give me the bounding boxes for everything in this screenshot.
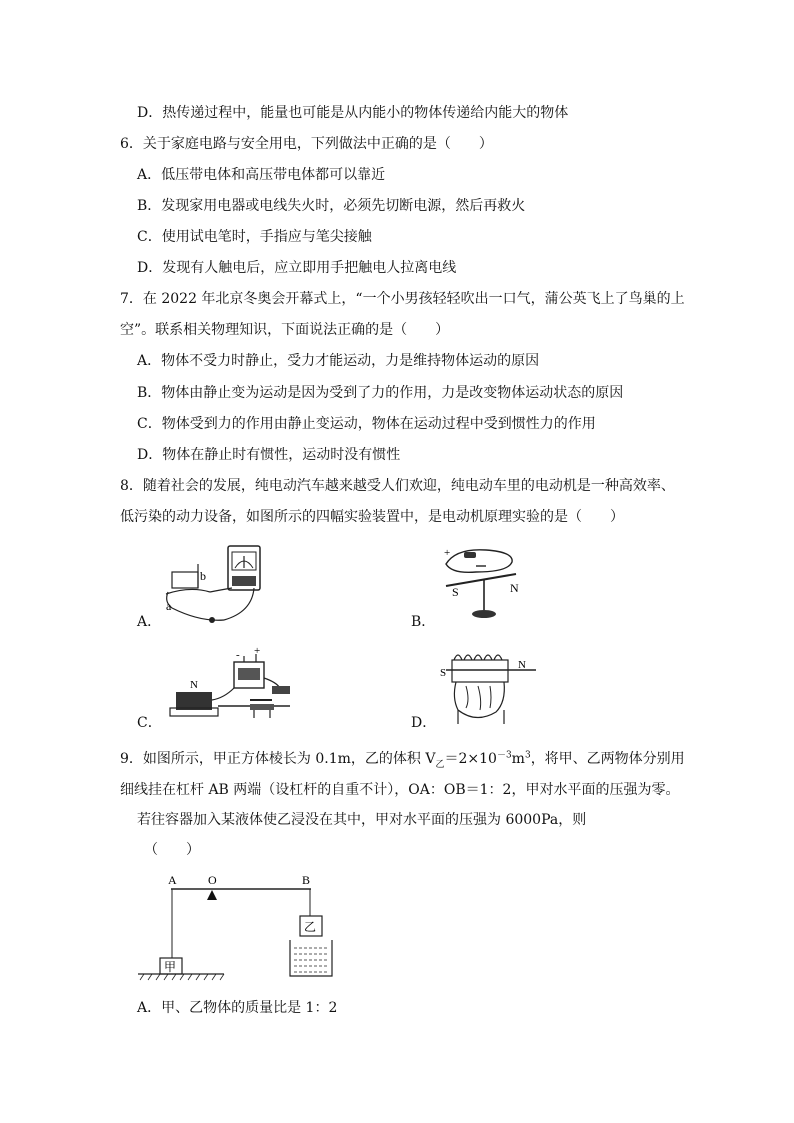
q8-figure-a (160, 542, 270, 627)
q9-stem-line2: 细线挂在杠杆 AB 两端（设杠杆的自重不计），OA：OB＝1：2，甲对水平面的压强为零。 (120, 782, 680, 798)
q8-figure-c (164, 645, 300, 728)
q8-figure-d (436, 650, 542, 730)
q7-option-b: B．物体由静止变为运动是因为受到了力的作用，力是改变物体运动状态的原因 (137, 385, 624, 401)
fig-a-label-a: a (166, 599, 172, 613)
block-jia-label: 甲 (164, 960, 177, 974)
q5-option-d: D．热传递过程中，能量也可能是从内能小的物体传递给内能大的物体 (137, 105, 569, 121)
q8-option-c-label: C． (137, 715, 162, 731)
q7-stem-line2: 空”。联系相关物理知识，下面说法正确的是（ ） (120, 322, 450, 338)
q7-option-a: A．物体不受力时静止，受力才能运动，力是维持物体运动的原因 (137, 353, 540, 369)
q7-stem-line1: 7．在 2022 年北京冬奥会开幕式上，“一个小男孩轻轻吹出一口气，蒲公英飞上了鸟巢的上 (120, 291, 685, 307)
q8-stem-line1: 8．随着社会的发展，纯电动汽车越来越受人们欢迎，纯电动车里的电动机是一种高效率、 (120, 478, 675, 494)
lever-label-a: A (168, 873, 177, 887)
fig-d-label-n: N (518, 659, 526, 671)
q6-option-d: D．发现有人触电后，应立即用手把触电人拉离电线 (137, 260, 457, 276)
fig-b-label-n: N (510, 581, 519, 595)
fig-c-label-minus: - (236, 649, 240, 661)
fig-d-label-s: S (440, 667, 447, 679)
q6-option-a: A．低压带电体和高压带电体都可以靠近 (137, 167, 386, 183)
q8-option-b-label: B． (411, 614, 436, 630)
q9-stem-line3: 若往容器加入某液体使乙浸没在其中，甲对水平面的压强为 6000Pa，则 (137, 812, 587, 828)
q7-option-c: C．物体受到力的作用由静止变运动，物体在运动过程中受到惯性力的作用 (137, 416, 596, 432)
q9-stem-line4: （ ） (144, 842, 200, 858)
q8-option-a-label: A． (137, 614, 162, 630)
q6-option-b: B．发现家用电器或电线失火时，必须先切断电源，然后再救火 (137, 198, 526, 214)
block-yi-label: 乙 (304, 920, 317, 934)
q8-figure-b (436, 544, 536, 626)
lever-label-b: B (302, 873, 311, 887)
fig-c-label-plus: + (254, 645, 261, 657)
fig-c-label-n: N (190, 679, 198, 691)
q6-option-c: C．使用试电笔时，手指应与笔尖接触 (137, 229, 372, 245)
q9-stem-line1: 9．如图所示，甲正方体棱长为 0.1m，乙的体积 $V_乙=2\times 10^{-3}m^3$，将甲、乙两物体分别用 (120, 750, 685, 770)
q9-option-a: A．甲、乙物体的质量比是 1：2 (137, 1000, 338, 1016)
q8-option-d-label: D． (411, 715, 437, 731)
q6-stem: 6．关于家庭电路与安全用电，下列做法中正确的是（ ） (120, 136, 493, 152)
q8-stem-line2: 低污染的动力设备，如图所示的四幅实验装置中，是电动机原理实验的是（ ） (120, 509, 624, 525)
q7-option-d: D．物体在静止时有惯性，运动时没有惯性 (137, 447, 401, 463)
fig-b-label-s: S (452, 585, 459, 599)
fig-a-label-b: b (200, 569, 206, 583)
lever-label-o: O (208, 873, 217, 887)
q9-lever-figure (136, 872, 346, 984)
fig-b-label-plus: + (444, 547, 451, 559)
